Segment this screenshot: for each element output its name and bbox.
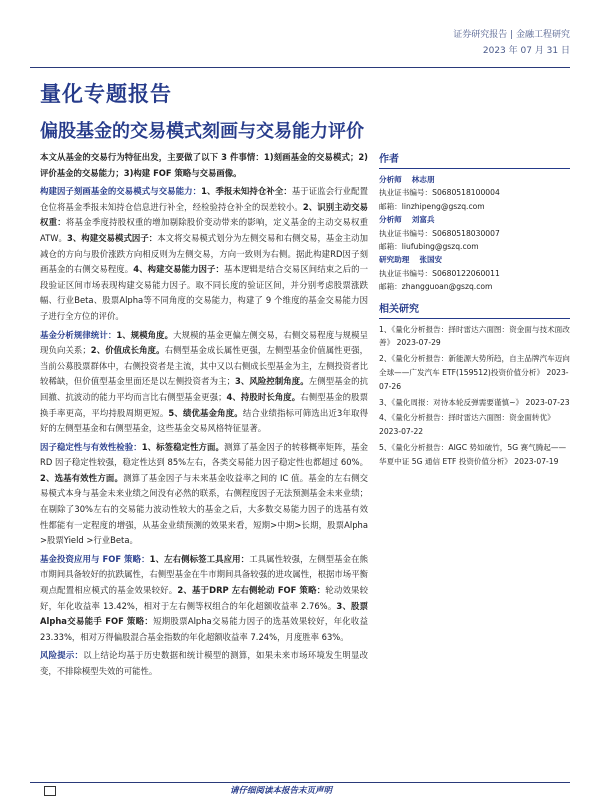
related-item[interactable]: 4、《量化分析报告：择时雷达六面图：资金面转优》 2023-07-22	[379, 413, 555, 437]
author-email[interactable]: liufubing@gszq.com	[401, 242, 479, 252]
footer-disclaimer: 请仔细阅读本报告末页声明	[230, 786, 333, 796]
summary-body	[40, 150, 368, 683]
report-title: 偏股基金的交易模式刻画与交易能力评价	[40, 121, 364, 142]
author-email[interactable]: linzhipeng@gszq.com	[401, 201, 485, 211]
header-divider	[30, 67, 570, 68]
fof-paragraph: 基金投资应用与 FOF 策略：1、左右侧标签工具应用：工具属性较强，左侧型基金在熊市期间具备较好的抗跌属性，右侧型基金在牛市期间具备较强的进攻属性，根据市场平衡观点配置相应模式的基金效果较好。2、基于DRP 左右侧轮动 FOF 策略：轮动效果较好，年化收益率 13.42%，相对于左右侧等权组合的年化超额收益率 2.76%。3、股票Alpha交易能手 FOF 策略：短期股票Alpha交易能力因子的选基效果较好，年化收益 23.33%，相对万得偏股混合基金指数的年化超额收益率 7.24%，月度胜率 63%。	[40, 553, 369, 642]
footer-divider	[30, 782, 570, 783]
related-item[interactable]: 3、《量化周报：对待本轮反弹需要谨慎~》 2023-07-23	[379, 397, 570, 407]
qr-code-icon	[44, 786, 56, 796]
risk-paragraph: 风险提示：以上结论均基于历史数据和统计模型的测算，如果未来市场环境发生明显改变，不排除模型失效的可能性。	[40, 650, 369, 676]
author-block: 分析师 林志朋 执业证书编号：S0680518100004 邮箱：linzhipeng@gszq.com	[379, 175, 500, 211]
sidebar	[379, 150, 570, 471]
header-date: 2023 年 07 月 31 日	[482, 46, 570, 56]
related-heading: 相关研究	[379, 300, 570, 319]
report-type: 量化专题报告	[40, 82, 172, 106]
test-paragraph: 因子稳定性与有效性检验：1、标签稳定性方面。测算了基金因子的转移概率矩阵，基金 RD 因子稳定性较强，稳定性达到 85%左右，各类交易能力因子稳定性也都超过 60%。2、选基有效性方面。测算了基金因子与未来基金收益率之间的 IC 值。基金的左右侧交易模式本身与基金未来业绩之间没有必然的联系，右侧程度因子无法预测基金未来业绩；在剔除了30%左右的交易能力波动性较大的基金之后，大多数交易能力因子的选基有效性都能有一定程度的增强，从基金业绩预测的效果来看，短期>中期>长期，股票Alpha >股票Yield >行业Beta。	[40, 441, 369, 546]
related-item[interactable]: 2、《量化分析报告：新能源大势所趋，自主品牌汽车迈向全球——广发汽车 ETF(159512)投资价值分析》 2023-07-26	[379, 354, 570, 391]
header-org: 证券研究报告 | 金融工程研究	[453, 30, 570, 40]
stats-paragraph: 基金分析规律统计：1、规模角度。大规模的基金更偏左侧交易，右侧交易程度与规模呈现负向关系；2、价值成长角度。右侧型基金成长属性更强，左侧型基金价值属性更强，当前公募股票群体中，右侧投资者是主流，其中又以右侧成长型基金为主，左侧投资者比较稀缺，但价值型基金里面还是以左侧投资者为主；3、风险控制角度。左侧型基金的抗回撤、抗波动的能力平均而言比右侧型基金更强；4、持股时长角度。右侧型基金的股票换手率更高，平均持股周期更短。5、绩优基金角度。结合业绩指标可筛选出近3年取得好的左侧型基金和右侧型基金，这些基金交易风格特征显著。	[40, 329, 369, 434]
factor-paragraph: 构建因子刻画基金的交易模式与交易能力：1、季报未知持仓补全：基于证监会行业配置仓位将基金季报未知持仓信息进行补全，经检验持仓补全的误差较小。2、识别主动交易权重：将基金季度持股权重的增加剔除股价变动带来的影响，定义基金的主动交易权重 ATW。3、构建交易模式因子：本文将交易模式划分为左侧交易和右侧交易，基金主动加减仓的方向与股价涨跌方向相反则为左侧交易，方向一致则为右侧。据此构建RD因子刻画基金的右侧交易程度。4、构建交易能力因子：基本逻辑是结合交易区间结束之后的一段验证区间市场表现构建交易能力因子。取不同长度的验证区间，并分别考虑股票涨跌幅、行业Beta、股票Alpha等不同角度的交易能力，构建了 9 个维度的基金交易能力因子进行全方位的评价。	[40, 186, 369, 321]
authors-heading: 作者	[379, 150, 570, 169]
intro-paragraph: 本文从基金的交易行为特征出发，主要做了以下 3 件事情：1)刻画基金的交易模式；2)评价基金的交易能力；3)构建 FOF 策略与交易画像。	[40, 152, 368, 178]
report-header	[453, 27, 570, 59]
related-item[interactable]: 5、《量化分析报告：AIGC 势如破竹，5G 赛气腾起——华夏中证 5G 通信 ETF 投资价值分析》 2023-07-19	[379, 443, 567, 466]
author-block: 研究助理 张国安 执业证书编号：S0680122060011 邮箱：zhangguoan@gszq.com	[379, 255, 500, 292]
related-item[interactable]: 1、《量化分析报告：择时雷达六面图：资金面与技术面改善》 2023-07-29	[379, 324, 570, 348]
author-block: 分析师 刘富兵 执业证书编号：S0680518030007 邮箱：liufubing@gszq.com	[379, 215, 500, 252]
author-email[interactable]: zhangguoan@gszq.com	[401, 282, 493, 292]
